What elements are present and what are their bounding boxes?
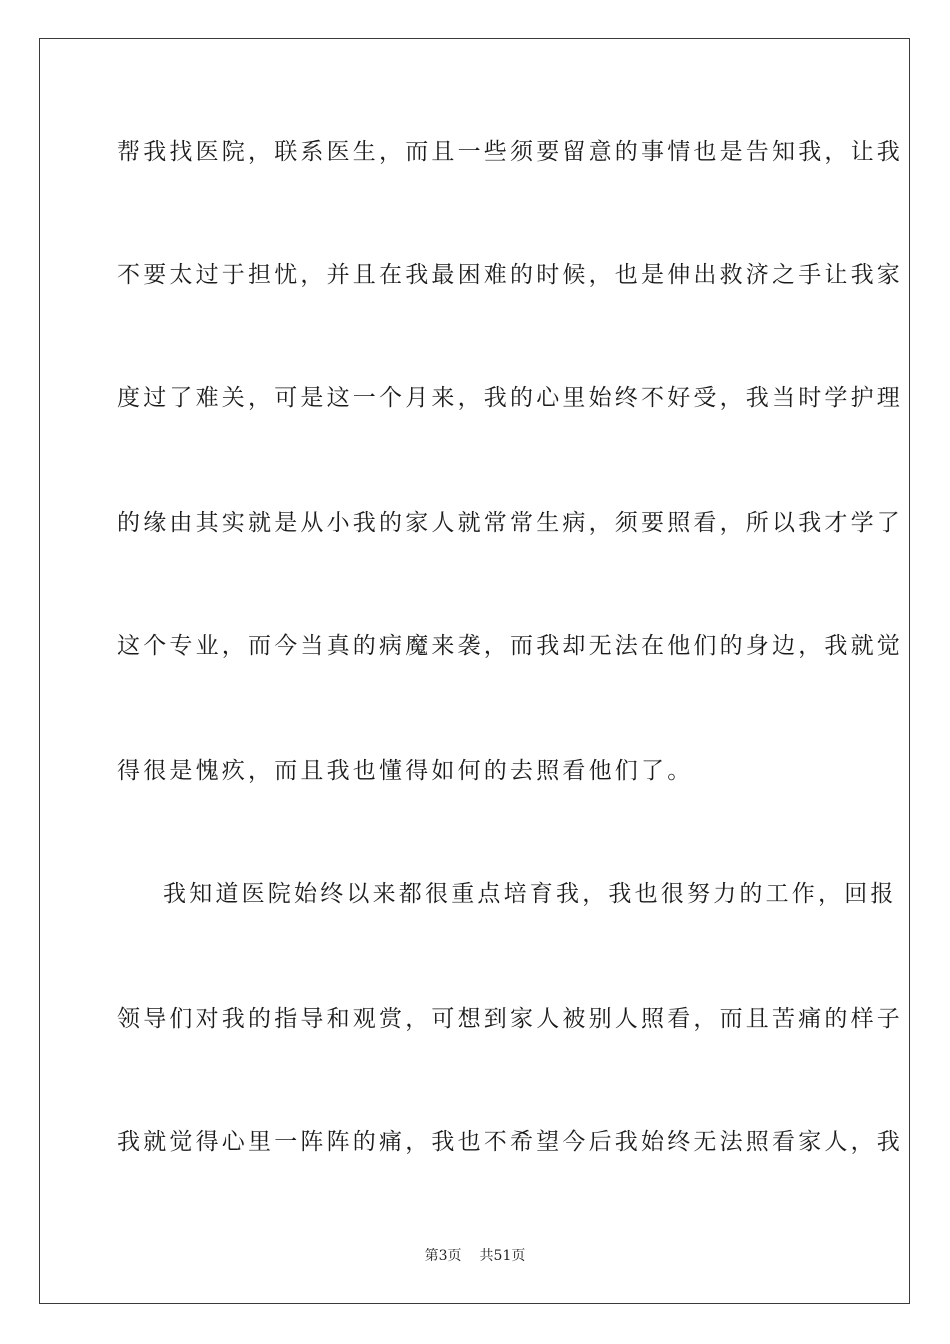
- text-line: 领导们对我的指导和观赏，可想到家人被别人照看，而且苦痛的样子: [117, 1006, 903, 1032]
- paragraph-first-line: 我知道医院始终以来都很重点培育我，我也很努力的工作，回报: [163, 881, 897, 907]
- text-line: 帮我找医院，联系医生，而且一些须要留意的事情也是告知我，让我: [117, 139, 903, 165]
- text-line: 的缘由其实就是从小我的家人就常常生病，须要照看，所以我才学了: [117, 510, 903, 536]
- page-number-current: 第3页: [424, 1248, 462, 1264]
- page-footer: [0, 1247, 950, 1265]
- text-line: 这个专业，而今当真的病魔来袭，而我却无法在他们的身边，我就觉: [117, 633, 903, 659]
- text-line: 得很是愧疚，而且我也懂得如何的去照看他们了。: [117, 758, 694, 784]
- text-line: 不要太过于担忧，并且在我最困难的时候，也是伸出救济之手让我家: [117, 262, 903, 288]
- page-border: [39, 38, 910, 1304]
- page-number-total: 共51页: [479, 1248, 526, 1264]
- text-line: 我就觉得心里一阵阵的痛，我也不希望今后我始终无法照看家人，我: [117, 1129, 903, 1155]
- text-line: 度过了难关，可是这一个月来，我的心里始终不好受，我当时学护理: [117, 385, 903, 411]
